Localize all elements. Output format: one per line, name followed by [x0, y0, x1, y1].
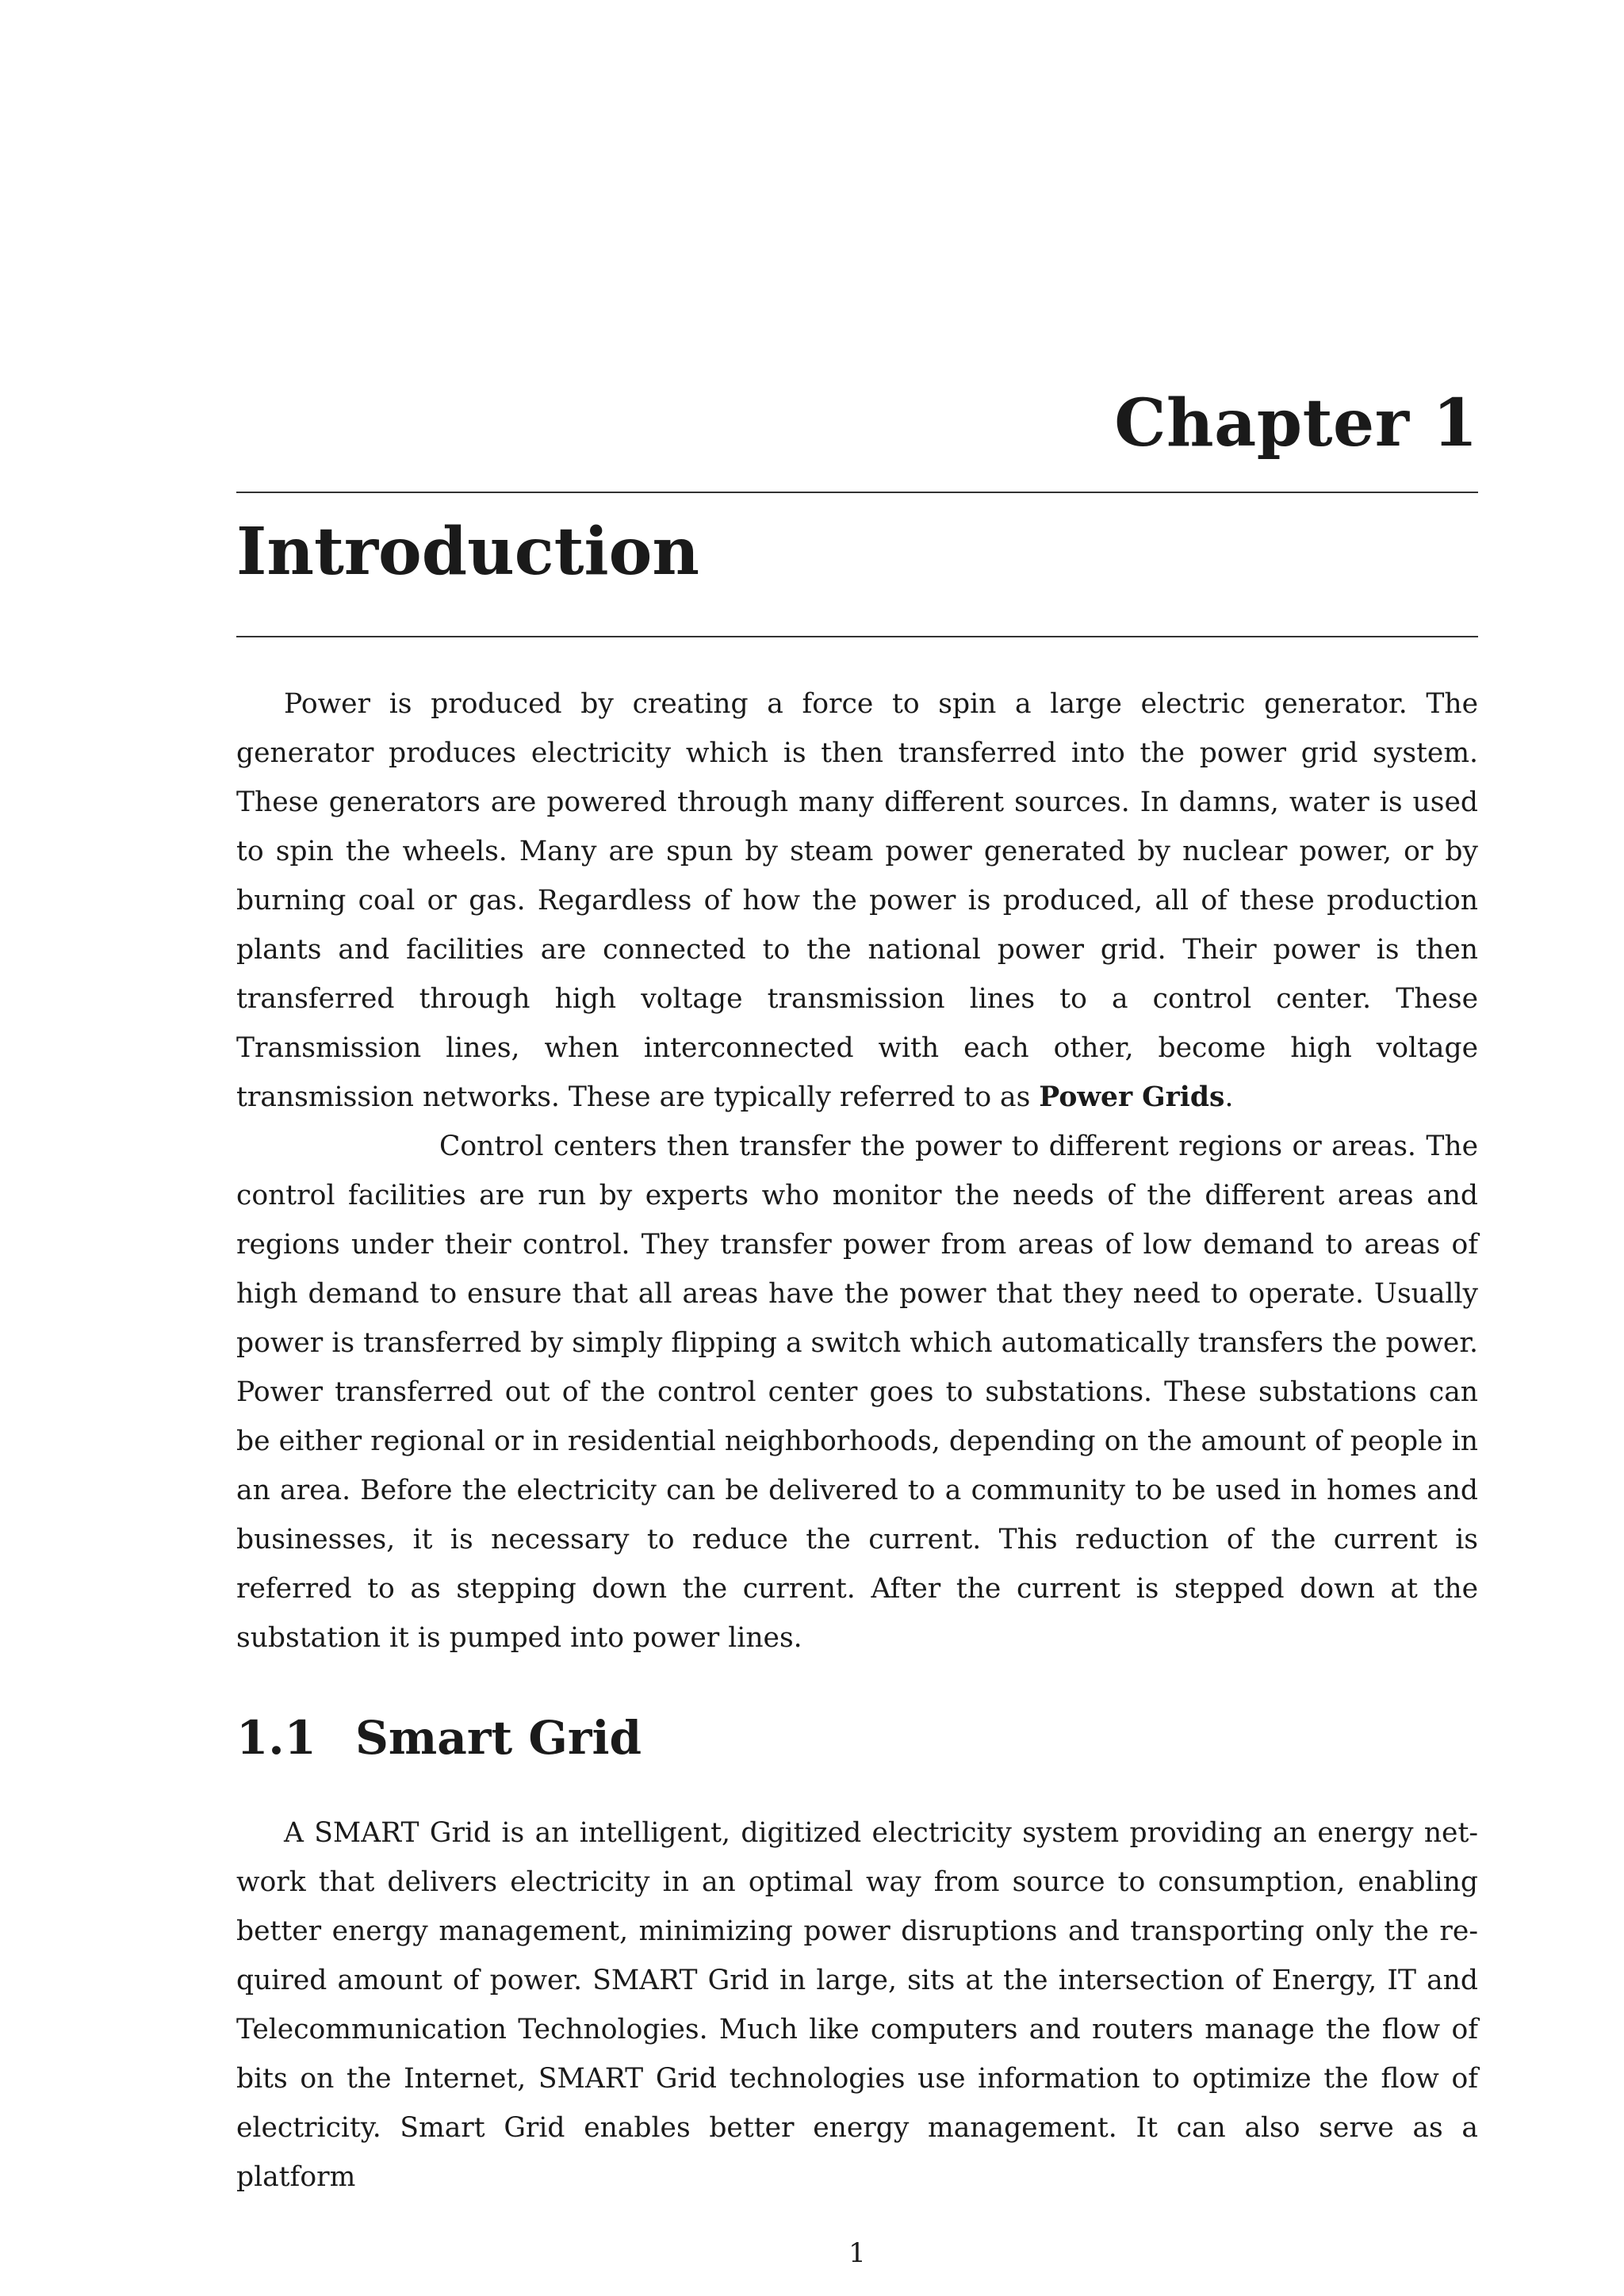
paragraph [236, 679, 1478, 1122]
intro-paragraph-1 [236, 679, 1478, 1122]
intro-paragraph-2 [236, 1122, 1478, 1663]
section-number: 1.1 [236, 1711, 316, 1765]
section-heading [236, 1711, 642, 1765]
chapter-title: Introduction [236, 514, 699, 590]
document-page [236, 0, 1478, 2296]
chapter-top-rule [236, 492, 1478, 493]
chapter-bottom-rule [236, 636, 1478, 637]
page-number: 1 [848, 2237, 866, 2269]
paragraph-text-end: . [1224, 1081, 1234, 1113]
bold-term-power-grids: Power Grids [1039, 1081, 1225, 1113]
paragraph: A SMART Grid is an intelligent, digitized electricity system providing an energy network that delivers electricity in an optimal way from source to consumption, enabling better energy management, minimizing power disruptions and transporting only the required amount of power. SMART Grid in large, sits at the intersection of Energy, IT and Telecommunication Technologies. Much like computers and routers manage the flow of bits on the Internet, SMART Grid technologies use information to optimize the flow of electricity. Smart Grid enables better energy management. It can also serve as a platform [236, 1817, 1478, 2193]
paragraph: Control centers then transfer the power to different regions or areas. The control facilities are run by experts who monitor the needs of the different areas and regions under their control. They transfer power from areas of low demand to areas of high demand to ensure that all areas have the power that they need to operate. Usually power is transferred by simply flipping a switch which automatically transfers the power. Power transferred out of the control center goes to substations. These substations can be either regional or in residential neighborhoods, depending on the amount of people in an area. Before the electricity can be delivered to a community to be used in homes and businesses, it is necessary to reduce the current. This reduction of the current is referred to as stepping down the current. After the current is stepped down at the substation it is pumped into power lines. [236, 1131, 1478, 1654]
section-paragraph [236, 1808, 1478, 2202]
section-title: Smart Grid [355, 1711, 642, 1765]
chapter-label: Chapter 1 [1114, 385, 1478, 461]
paragraph-text: Power is produced by creating a force to spin a large electric generator. The generator produces electricity which is then transferred into the power grid system. These generators are powered through many different sources. In damns, water is used to spin the wheels. Many are spun by steam power generated by nuclear power, or by burning coal or gas. Regardless of how the power is produced, all of these production plants and facilities are connected to the national power grid. Their power is then transferred through high voltage transmission lines to a control center. These Transmission lines, when interconnected with each other, become high voltage transmission networks. These are typically referred to as [236, 688, 1478, 1113]
